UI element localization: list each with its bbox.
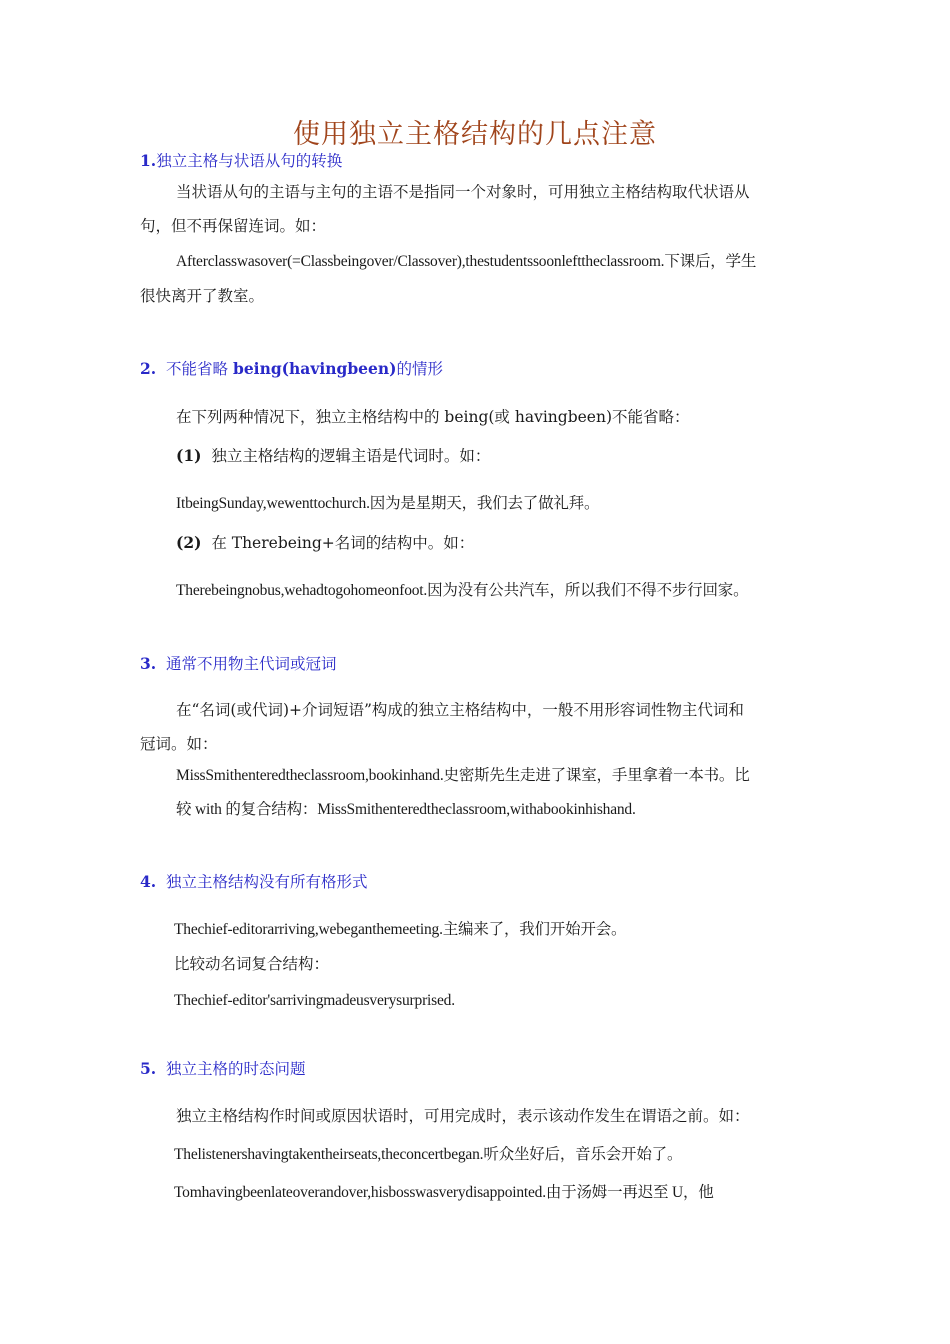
section-4-example-2: Thechief-editor'sarrivingmadeusverysurprised. [174, 992, 455, 1009]
section-1-paragraph-line-2: 句，但不再保留连词。如： [140, 217, 327, 235]
section-3-number: 3. [140, 654, 157, 673]
section-1-heading [140, 151, 342, 171]
section-2-heading [140, 359, 443, 379]
section-4-number: 4. [140, 872, 157, 891]
section-5-title: 独立主格的时态问题 [166, 1060, 306, 1078]
case-1-text: 独立主格结构的逻辑主语是代词时。如： [211, 447, 491, 465]
section-3-example-line-1: MissSmithenteredtheclassroom,bookinhand.史密斯先生走进了课室，手里拿着一本书。比 [176, 767, 750, 784]
page-title: 使用独立主格结构的几点注意 [293, 119, 657, 150]
section-1-example-line-1: Afterclasswasover(=Classbeingover/Classover),thestudentssoonlefttheclassroom.下课后，学生 [176, 253, 757, 270]
case-1-number: (1) [176, 446, 202, 465]
section-2-title-a: 不能省略 [166, 360, 233, 378]
section-3-example-line-2: 较 with 的复合结构：MissSmithenteredtheclassroom,withabookinhishand. [176, 801, 636, 818]
section-2-title-b: being(havingbeen) [232, 359, 397, 378]
section-2-case-1 [176, 446, 490, 466]
section-2-intro: 在下列两种情况下，独立主格结构中的 being(或 havingbeen)不能省略： [176, 408, 690, 426]
case-2-number: (2) [176, 533, 202, 552]
section-2-case-1-example: ItbeingSunday,wewenttochurch.因为是星期天，我们去了做礼拜。 [176, 495, 600, 512]
section-2-number: 2. [140, 359, 157, 378]
section-1-title: 独立主格与状语从句的转换 [156, 152, 343, 170]
section-3-title: 通常不用物主代词或冠词 [166, 655, 337, 673]
section-2-case-2 [176, 533, 474, 553]
section-2-case-2-example: Therebeingnobus,wehadtogohomeonfoot.因为没有公共汽车，所以我们不得不步行回家。 [176, 582, 749, 599]
section-5-example-2: Tomhavingbeenlateoverandover,hisbosswasverydisappointed.由于汤姆一再迟至 U，他 [174, 1184, 714, 1201]
section-3-paragraph-line-2: 冠词。如： [140, 735, 218, 753]
section-5-number: 5. [140, 1059, 157, 1078]
section-1-example-line-2: 很快离开了教室。 [140, 287, 265, 305]
section-5-paragraph: 独立主格结构作时间或原因状语时，可用完成时，表示该动作发生在谓语之前。如： [176, 1107, 750, 1125]
section-4-compare: 比较动名词复合结构： [174, 955, 330, 973]
section-1-number: 1. [140, 151, 157, 170]
case-2-text: 在 Therebeing+名词的结构中。如： [211, 534, 475, 552]
section-4-heading [140, 872, 368, 892]
section-1-paragraph-line-1: 当状语从句的主语与主句的主语不是指同一个对象时，可用独立主格结构取代状语从 [176, 183, 750, 201]
section-3-heading [140, 654, 337, 674]
section-3-paragraph-line-1: 在“名词(或代词)+介词短语”构成的独立主格结构中，一般不用形容词性物主代词和 [176, 701, 744, 719]
section-2-title-c: 的情形 [396, 360, 444, 378]
section-4-example-1: Thechief-editorarriving,webeganthemeeting.主编来了，我们开始开会。 [174, 921, 627, 938]
section-5-example-1: Thelistenershavingtakentheirseats,theconcertbegan.听众坐好后，音乐会开始了。 [174, 1146, 683, 1163]
section-4-title: 独立主格结构没有所有格形式 [166, 873, 368, 891]
section-5-heading [140, 1059, 306, 1079]
